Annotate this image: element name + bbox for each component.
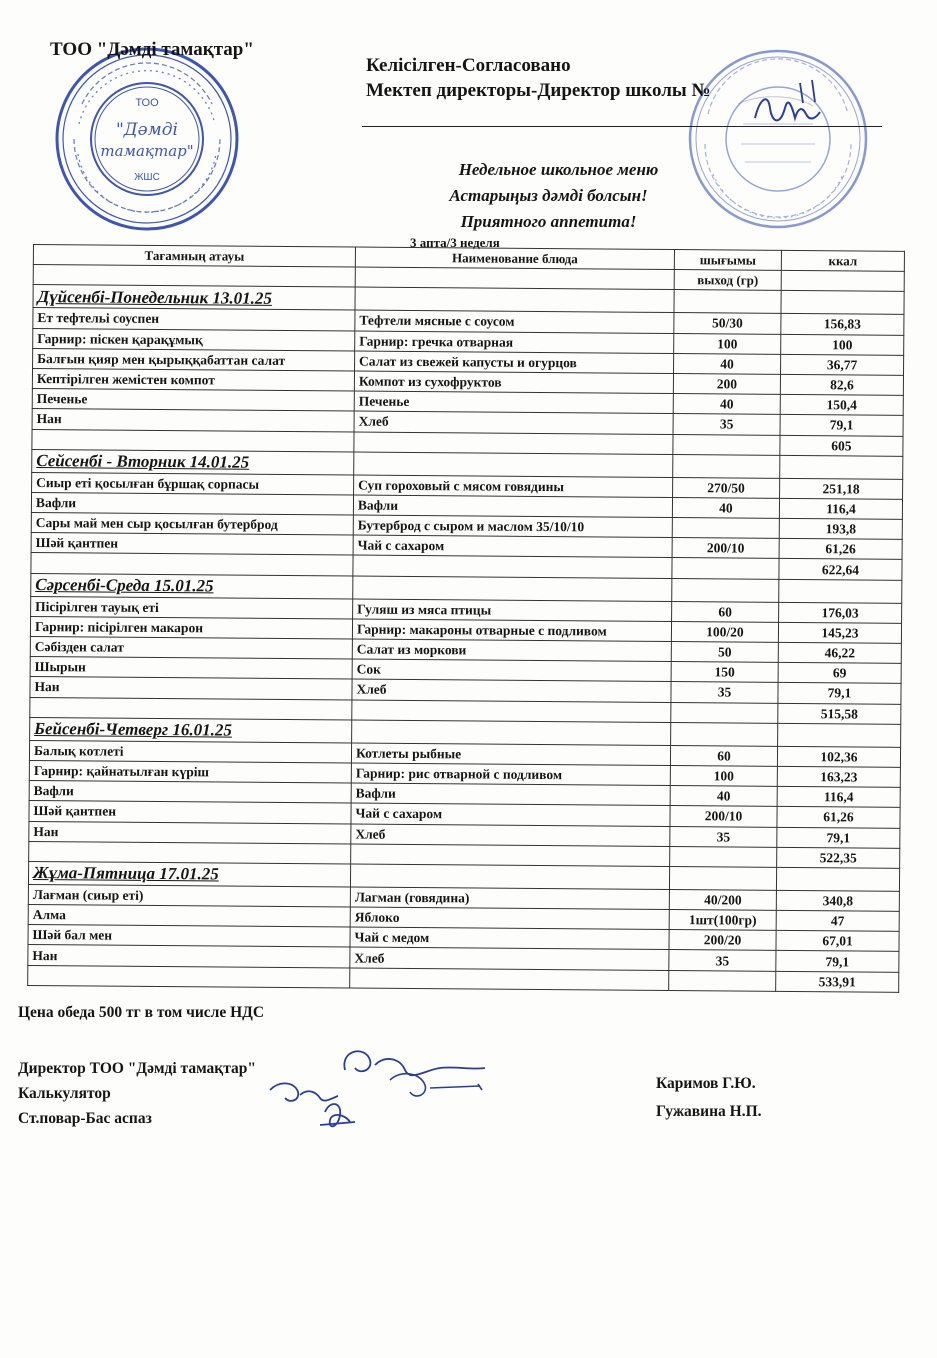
dish-name-kz: Балық котлеті	[29, 740, 351, 763]
total-empty	[32, 429, 354, 452]
day-title: Сейсенбі - Вторник 14.01.25	[32, 449, 354, 475]
header-kz-name: Тағамның атауы	[33, 245, 355, 268]
dish-kcal: 79,1	[776, 951, 899, 972]
dish-name-ru: Гарнир: макароны отварные с подливом	[352, 619, 671, 642]
dish-yield: 60	[670, 745, 777, 766]
dish-name-kz: Нан	[32, 409, 354, 432]
dish-kcal: 193,8	[779, 518, 902, 539]
role-calculator: Калькулятор	[18, 1085, 111, 1102]
menu-title-line-1: Недельное школьное меню	[458, 160, 659, 179]
total-empty	[352, 700, 671, 723]
dish-name-kz: Печенье	[32, 389, 354, 412]
dish-name-ru: Вафли	[353, 495, 672, 518]
dish-kcal: 46,22	[778, 642, 901, 663]
day-total-kcal: 515,58	[778, 703, 901, 724]
dish-yield: 50/30	[674, 313, 781, 334]
stamp-text-bottom: ЖШС	[134, 172, 160, 183]
dish-kcal: 340,8	[776, 890, 899, 911]
stamp-text-top: ТОО	[135, 97, 159, 109]
dish-kcal: 150,4	[780, 394, 903, 415]
dish-name-kz: Вафли	[29, 781, 351, 804]
day-header-empty	[350, 864, 669, 890]
dish-yield: 40	[670, 786, 777, 807]
dish-yield: 200/10	[670, 806, 777, 827]
dish-yield: 100/20	[671, 621, 778, 642]
dish-name-ru: Компот из сухофруктов	[354, 371, 673, 394]
total-empty	[669, 970, 776, 991]
dish-yield: 270/50	[673, 477, 780, 498]
header-kcal: ккал	[781, 250, 904, 271]
dish-name-kz: Ет тефтельі соуспен	[33, 308, 355, 331]
day-header-empty	[673, 454, 780, 478]
dish-name-kz: Лағман (сиыр еті)	[28, 884, 350, 907]
dish-name-kz: Гарнир: пісірілген макарон	[30, 616, 352, 639]
dish-name-ru: Гуляш из мяса птицы	[353, 599, 672, 622]
day-header-empty	[776, 867, 899, 891]
stamp-text-mid2: тамақтар"	[100, 142, 194, 160]
day-header-empty	[669, 866, 776, 890]
total-empty	[28, 965, 350, 988]
dish-name-ru: Гарнир: рис отварной с подливом	[351, 763, 670, 786]
dish-yield: 100	[674, 333, 781, 354]
dish-kcal: 176,03	[779, 602, 902, 623]
day-title: Бейсенбі-Четверг 16.01.25	[30, 717, 352, 743]
dish-name-ru: Чай с сахаром	[351, 803, 670, 826]
dish-yield: 1шт(100гр)	[669, 910, 776, 931]
menu-title-line-3: Приятного аппетита!	[460, 212, 637, 231]
dish-yield: 40	[673, 394, 780, 415]
dish-name-kz: Шәй бал мен	[28, 925, 350, 948]
dish-yield: 150	[671, 662, 778, 683]
header-yield-kz: шығымы	[674, 250, 781, 271]
dish-kcal: 251,18	[780, 478, 903, 499]
dish-name-ru: Салат из моркови	[352, 639, 671, 662]
day-total-kcal: 622,64	[779, 559, 902, 580]
subheader-empty-2	[355, 267, 674, 290]
price-note: Цена обеда 500 тг в том числе НДС	[18, 1004, 265, 1021]
total-empty	[29, 841, 351, 864]
dish-name-ru: Гарнир: гречка отварная	[355, 331, 674, 354]
total-empty	[31, 553, 353, 576]
day-header-empty	[671, 722, 778, 746]
dish-name-kz: Пісірілген тауық еті	[31, 596, 353, 619]
role-director: Директор ТОО "Дәмді тамақтар"	[18, 1060, 256, 1077]
dish-name-ru: Яблоко	[350, 907, 669, 930]
approval-line-2: Мектеп директоры-Директор школы №	[366, 80, 711, 101]
dish-name-kz: Нан	[30, 677, 352, 700]
day-header-empty	[780, 455, 903, 479]
dish-name-kz: Шәй қантпен	[29, 801, 351, 824]
total-empty	[670, 846, 777, 867]
day-header-empty	[353, 576, 672, 602]
dish-yield: 35	[670, 826, 777, 847]
dish-name-kz: Гарнир: піскен қарақұмық	[33, 328, 355, 351]
header-ru-name: Наименование блюда	[355, 247, 674, 270]
dish-name-ru: Хлеб	[352, 679, 671, 702]
dish-yield: 60	[672, 601, 779, 622]
footer-signatures	[250, 1040, 500, 1150]
dish-kcal: 79,1	[778, 683, 901, 704]
header-yield-ru: выход (гр)	[674, 270, 781, 291]
dish-kcal: 100	[781, 334, 904, 355]
name-director: Каримов Г.Ю.	[656, 1075, 756, 1092]
dish-name-kz: Кептірілген жемістен компот	[32, 368, 354, 391]
stamp-text-mid1: "Дәмді	[115, 120, 179, 140]
dish-name-kz: Сиыр еті қосылған бұршақ сорпасы	[32, 472, 354, 495]
day-title: Дүйсенбі-Понедельник 13.01.25	[33, 285, 355, 311]
day-title: Жұма-Пятница 17.01.25	[28, 861, 350, 887]
total-empty	[30, 697, 352, 720]
day-header-empty	[355, 287, 674, 313]
dish-name-kz: Сары май мен сыр қосылған бутерброд	[31, 513, 353, 536]
dish-kcal: 163,23	[777, 766, 900, 787]
approval-line-1: Келісілген-Согласовано	[366, 55, 571, 76]
dish-yield: 200/20	[669, 930, 776, 951]
dish-name-kz: Вафли	[31, 492, 353, 515]
day-total-kcal: 605	[780, 435, 903, 456]
signature-roles	[18, 1056, 256, 1131]
dish-yield: 100	[670, 765, 777, 786]
dish-yield: 35	[673, 414, 780, 435]
dish-name-ru: Салат из свежей капусты и огурцов	[355, 351, 674, 374]
dish-kcal: 67,01	[776, 931, 899, 952]
day-header-empty	[778, 723, 901, 747]
signature-names	[656, 1070, 762, 1126]
dish-name-ru: Лагман (говядина)	[350, 887, 669, 910]
total-empty	[672, 558, 779, 579]
dish-kcal: 82,6	[780, 374, 903, 395]
dish-kcal: 145,23	[778, 622, 901, 643]
dish-name-ru: Чай с сахаром	[353, 535, 672, 558]
dish-name-ru: Хлеб	[354, 411, 673, 434]
week-label: 3 апта/3 неделя	[410, 235, 500, 250]
dish-yield: 200	[673, 373, 780, 394]
total-empty	[353, 555, 672, 578]
dish-yield: 200/10	[672, 538, 779, 559]
dish-kcal: 61,26	[779, 539, 902, 560]
dish-name-kz: Нан	[29, 821, 351, 844]
dish-kcal: 156,83	[781, 314, 904, 335]
dish-kcal: 79,1	[780, 415, 903, 436]
dish-name-kz: Сәбізден салат	[30, 636, 352, 659]
dish-name-ru: Бутерброд с сыром и маслом 35/10/10	[353, 515, 672, 538]
dish-yield: 40	[674, 353, 781, 374]
approval-block	[366, 53, 711, 103]
dish-name-ru: Тефтели мясные с соусом	[355, 310, 674, 333]
role-chef: Ст.повар-Бас аспаз	[18, 1110, 152, 1127]
day-header-empty	[672, 578, 779, 602]
dish-name-ru: Котлеты рыбные	[351, 743, 670, 766]
dish-name-ru: Чай с медом	[350, 927, 669, 950]
dish-yield: 35	[671, 682, 778, 703]
dish-kcal: 36,77	[780, 354, 903, 375]
dish-name-ru: Суп гороховый с мясом говядины	[354, 475, 673, 498]
total-empty	[671, 702, 778, 723]
dish-kcal: 102,36	[777, 746, 900, 767]
dish-name-kz: Нан	[28, 945, 350, 968]
dish-name-ru: Вафли	[351, 783, 670, 806]
total-empty	[351, 844, 670, 867]
dish-name-ru: Хлеб	[351, 824, 670, 847]
dish-kcal: 116,4	[777, 786, 900, 807]
dish-yield: 40	[672, 497, 779, 518]
dish-name-kz: Гарнир: қайнатылған күріш	[29, 760, 351, 783]
subheader-empty-1	[33, 265, 355, 288]
dish-kcal: 61,26	[777, 807, 900, 828]
total-empty	[673, 434, 780, 455]
company-name: ТОО "Дәмді тамақтар"	[50, 39, 254, 60]
dish-name-kz: Шырын	[30, 657, 352, 680]
subheader-empty-3	[781, 271, 904, 292]
menu-title-line-2: Астарыңыз дәмді болсын!	[449, 186, 648, 205]
director-signature	[740, 78, 850, 138]
day-header-empty	[781, 291, 904, 315]
total-empty	[350, 968, 669, 991]
dish-kcal: 79,1	[777, 827, 900, 848]
day-header-empty	[354, 452, 673, 478]
name-chef: Гужавина Н.П.	[656, 1103, 762, 1120]
dish-name-kz: Балғын қияр мен қырыққабаттан салат	[33, 348, 355, 371]
dish-name-ru: Печенье	[354, 391, 673, 414]
day-title: Сәрсенбі-Среда 15.01.25	[31, 573, 353, 599]
dish-name-kz: Алма	[28, 905, 350, 928]
dish-yield: 40/200	[669, 889, 776, 910]
dish-name-ru: Хлеб	[350, 947, 669, 970]
dish-yield	[672, 518, 779, 539]
dish-name-kz: Шәй қантпен	[31, 533, 353, 556]
dish-kcal: 116,4	[779, 498, 902, 519]
day-header-empty	[674, 290, 781, 314]
day-header-empty	[779, 579, 902, 603]
day-total-kcal: 533,91	[776, 971, 899, 992]
menu-table	[27, 244, 905, 993]
dish-kcal: 69	[778, 663, 901, 684]
total-empty	[354, 432, 673, 455]
day-header-empty	[352, 720, 671, 746]
dish-yield: 35	[669, 950, 776, 971]
day-total-kcal: 522,35	[777, 847, 900, 868]
dish-kcal: 47	[776, 910, 899, 931]
dish-name-ru: Сок	[352, 659, 671, 682]
dish-yield: 50	[671, 642, 778, 663]
